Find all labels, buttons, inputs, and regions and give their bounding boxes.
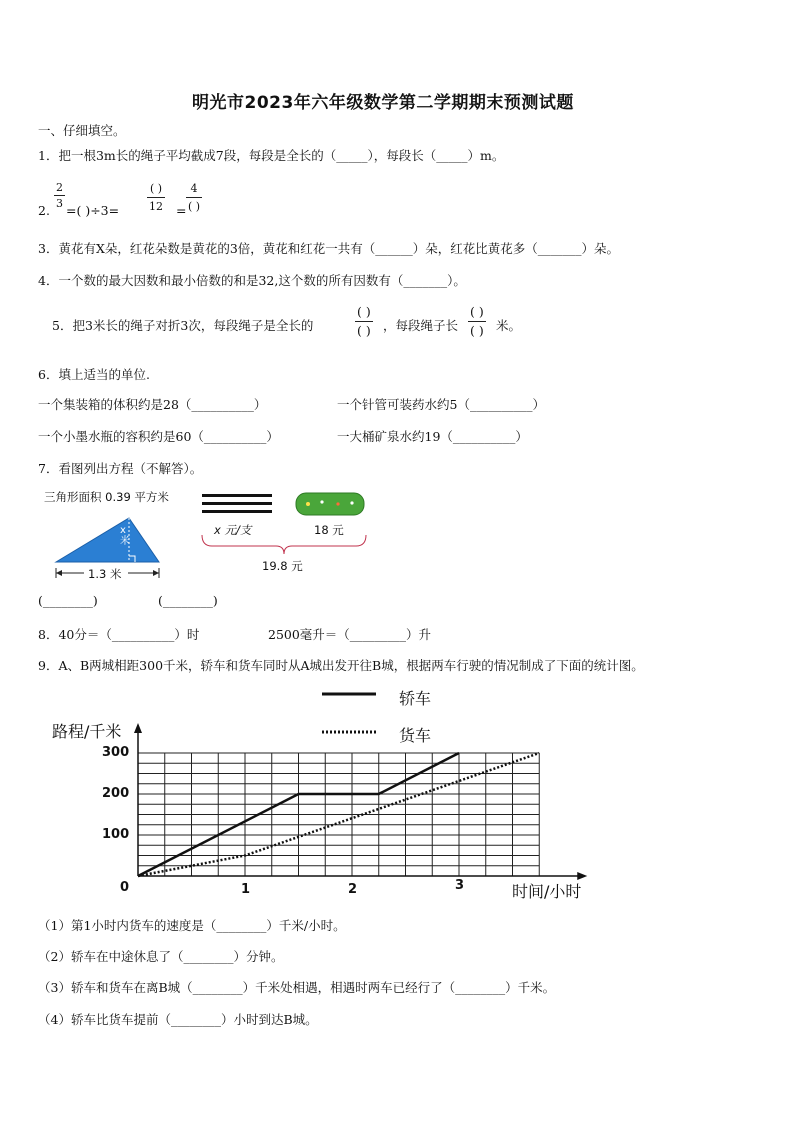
pencil-case-decoration bbox=[350, 501, 353, 504]
triangle-caption: 三角形面积 0.39 平方米 bbox=[44, 490, 169, 504]
pencil-case-decoration bbox=[320, 500, 323, 503]
q5-fraction-1 bbox=[355, 303, 373, 340]
q5-fraction-2 bbox=[468, 303, 486, 340]
pencil-case-decoration bbox=[336, 502, 339, 505]
total-price-label: 19.8 元 bbox=[262, 559, 303, 573]
q2-fraction-2 bbox=[147, 180, 165, 215]
q5-fraction-1-num: ( ) bbox=[357, 304, 371, 319]
question-2-number: 2. bbox=[38, 203, 50, 218]
pencil-case-decoration bbox=[306, 502, 310, 506]
q2-fraction-2-den: 12 bbox=[147, 197, 165, 215]
q5-fraction-1-den: ( ) bbox=[357, 323, 371, 338]
question-5-unit: 米。 bbox=[496, 318, 522, 333]
q6-item-c: 一个小墨水瓶的容积约是60（__________） bbox=[38, 429, 279, 444]
section-heading: 一、仔细填空。 bbox=[38, 123, 126, 138]
triangle-base-label: 1.3 米 bbox=[88, 567, 122, 581]
triangle-height-label: x米 bbox=[120, 525, 130, 547]
q2-equals: = bbox=[176, 203, 187, 218]
question-6: 6．填上适当的单位. bbox=[38, 367, 150, 382]
q7-blank-1: (________) bbox=[38, 593, 98, 608]
q6-item-b: 一个针管可装药水约5（__________） bbox=[337, 397, 545, 412]
q7-blank-2: (________) bbox=[158, 593, 218, 608]
legend-label-car: 轿车 bbox=[399, 689, 432, 708]
question-7: 7．看图列出方程（不解答）。 bbox=[38, 461, 203, 476]
q9-sub-4: （4）轿车比货车提前（________）小时到达B城。 bbox=[38, 1012, 318, 1027]
question-8b: 2500毫升＝（_________）升 bbox=[268, 627, 432, 642]
q9-sub-1: （1）第1小时内货车的速度是（________）千米/小时。 bbox=[38, 918, 346, 933]
chart-grid bbox=[138, 753, 539, 876]
chart-y-label: 路程/千米 bbox=[52, 722, 122, 741]
q9-sub-2: （2）轿车在中途休息了（________）分钟。 bbox=[38, 949, 284, 964]
q6-item-d: 一大桶矿泉水约19（__________） bbox=[337, 429, 528, 444]
pen-1 bbox=[202, 494, 272, 497]
q5-fraction-2-num: ( ) bbox=[470, 304, 484, 319]
arrowhead-left bbox=[56, 570, 62, 576]
legend-label-truck: 货车 bbox=[399, 726, 432, 745]
y-tick-label: 200 bbox=[102, 786, 130, 801]
question-5-part1: 5．把3米长的绳子对折3次，每段绳子是全长的 bbox=[52, 318, 314, 333]
question-3: 3．黄花有X朵，红花朵数是黄花的3倍，黄花和红花一共有（______）朵，红花比黄花多（_______）朵。 bbox=[38, 241, 620, 256]
q2-fraction-3 bbox=[186, 180, 202, 215]
q9-sub-3: （3）轿车和货车在离B城（________）千米处相遇，相遇时两车已经行了（________）千米。 bbox=[38, 980, 556, 995]
x-tick-label: 3 bbox=[455, 878, 465, 893]
case-price-label: 18 元 bbox=[314, 523, 344, 537]
question-4: 4．一个数的最大因数和最小倍数的和是32,这个数的所有因数有（_______）。 bbox=[38, 273, 466, 288]
y-axis-arrow bbox=[134, 723, 142, 733]
q2-fraction-1-den: 3 bbox=[56, 197, 63, 210]
q2-fraction-3-den: ( ) bbox=[186, 197, 202, 215]
q2-fraction-1 bbox=[54, 180, 65, 211]
y-tick-label: 300 bbox=[102, 745, 130, 760]
page-title: 明光市2023年六年级数学第二学期期末预测试题 bbox=[192, 93, 574, 113]
x-tick-label: 1 bbox=[241, 882, 251, 897]
chart-axes bbox=[134, 723, 587, 880]
q2-fraction-3-num: 4 bbox=[190, 182, 198, 195]
pen-2 bbox=[202, 502, 272, 505]
q5-fraction-2-den: ( ) bbox=[470, 323, 484, 338]
chart-x-label: 时间/小时 bbox=[512, 882, 582, 901]
x-tick-label: 0 bbox=[120, 880, 130, 895]
y-tick-label: 100 bbox=[102, 827, 130, 842]
arrowhead-right bbox=[153, 570, 159, 576]
pen-price-label: x 元/支 bbox=[214, 523, 252, 537]
triangle-shape bbox=[56, 518, 159, 562]
question-8a: 8．40分＝（__________）时 bbox=[38, 627, 200, 642]
chart-legend bbox=[322, 694, 376, 732]
question-1: 1．把一根3m长的绳子平均截成7段，每段是全长的（_____），每段长（_____）m。 bbox=[38, 148, 505, 163]
question-5-part2: ，每段绳子长 bbox=[383, 318, 459, 333]
q2-fraction-1-num: 2 bbox=[56, 181, 63, 194]
q2-fraction-2-num: ( ) bbox=[149, 182, 163, 195]
q2-middle: =( )÷3= bbox=[66, 203, 120, 218]
question-9: 9．A、B两城相距300千米，轿车和货车同时从A城出发开往B城，根据两车行驶的情况制成了下面的统计图。 bbox=[38, 658, 644, 673]
pen-3 bbox=[202, 510, 272, 513]
q6-item-a: 一个集装箱的体积约是28（__________） bbox=[38, 397, 267, 412]
x-tick-label: 2 bbox=[348, 882, 358, 897]
